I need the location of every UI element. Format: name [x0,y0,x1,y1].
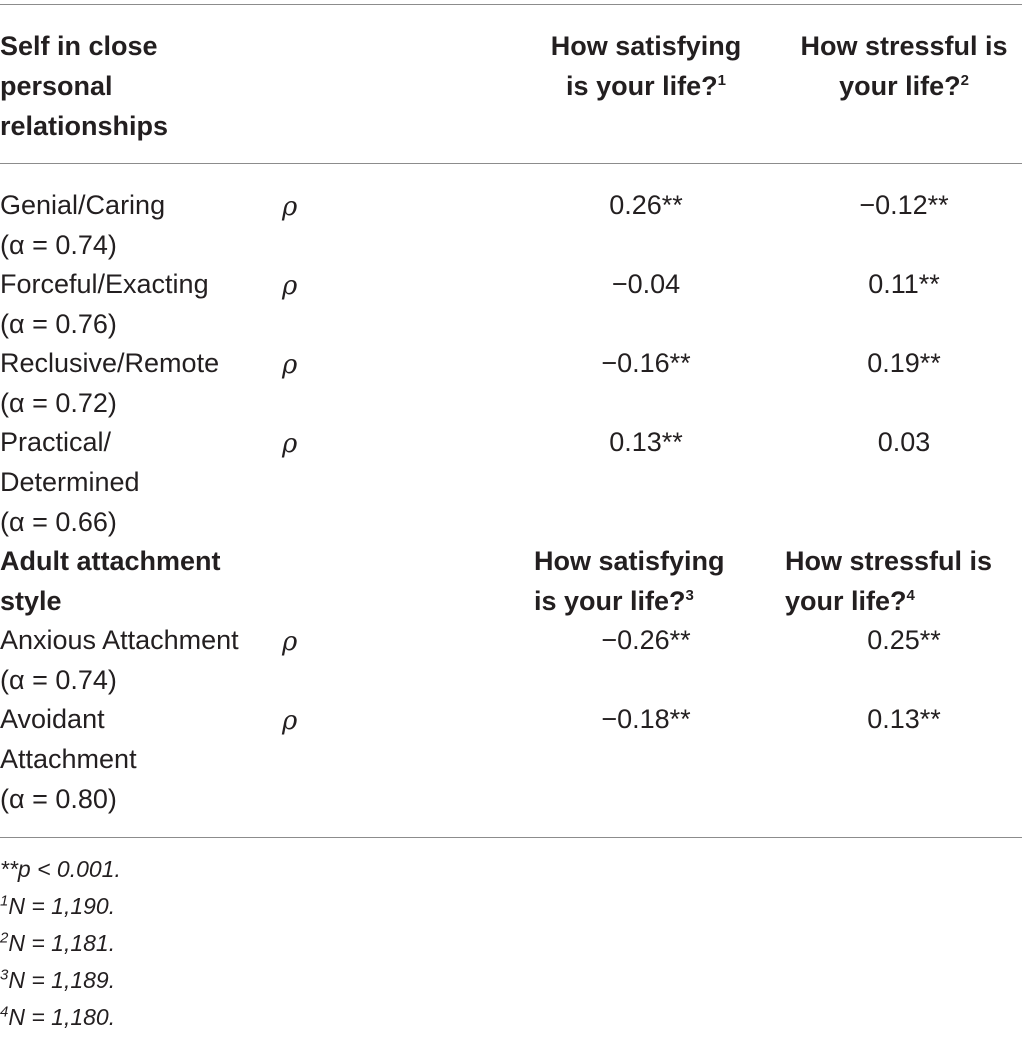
section1-label-line1: Self in close [0,31,158,61]
footnote-4: $^4$N = 1,180. [0,1003,116,1030]
row-practical-determined-alpha: (α = 0.66) [0,507,117,537]
row-avoidant-attachment-name-line1: Avoidant [0,704,105,734]
footnote-3: $^3$N = 1,189. [0,966,116,993]
header-rule [0,163,1022,164]
row-avoidant-attachment-satisfying: −0.18** [601,704,691,734]
section2-label-line2: style [0,586,62,616]
row-genial-caring-name: Genial/Caring [0,190,166,220]
row-practical-determined-stat: ρ [282,429,298,459]
row-reclusive-remote-satisfying: −0.16** [601,348,691,378]
top-rule [0,4,1022,5]
footnote-significance: **p < 0.001. [0,856,121,882]
section2-col2-header-line1: How stressful is [785,546,993,576]
row-avoidant-attachment-name-line2: Attachment [0,744,137,774]
row-avoidant-attachment-alpha: (α = 0.80) [0,784,117,814]
section1-col2-header-line2: your life?$^2$ [839,71,969,101]
row-reclusive-remote-stressful: 0.19** [867,348,941,378]
section1-col1-header-line2: is your life?$^1$ [566,71,726,101]
section1-col2-footnote-marker: 2 [960,72,969,89]
row-forceful-exacting-satisfying: −0.04 [611,269,681,299]
section2-col1-footnote-marker: 3 [685,587,694,604]
section1-col1-header-line1: How satisfying [550,31,742,61]
section1-col1-footnote-marker: 1 [717,72,726,89]
row-practical-determined-satisfying: 0.13** [609,427,683,457]
row-genial-caring-alpha: (α = 0.74) [0,230,117,260]
row-forceful-exacting-alpha: (α = 0.76) [0,309,117,339]
row-reclusive-remote-alpha: (α = 0.72) [0,388,117,418]
row-avoidant-attachment-stat: ρ [282,706,298,736]
row-practical-determined-stressful: 0.03 [877,427,931,457]
section2-col1-header-line1: How satisfying [534,546,725,576]
section2-col1-header-line2: is your life?$^3$ [534,586,694,616]
row-anxious-attachment-stat: ρ [282,627,298,657]
section2-label-line1: Adult attachment [0,546,221,576]
section1-label-line3: relationships [0,111,169,141]
row-avoidant-attachment-stressful: 0.13** [867,704,941,734]
row-reclusive-remote-stat: ρ [282,350,298,380]
row-anxious-attachment-satisfying: −0.26** [601,625,691,655]
footnote-2: $^2$N = 1,181. [0,929,116,956]
row-forceful-exacting-stat: ρ [282,271,298,301]
section1-label-line2: personal [0,71,113,101]
row-reclusive-remote-name: Reclusive/Remote [0,348,220,378]
row-genial-caring-stressful: −0.12** [859,190,949,220]
bottom-rule [0,837,1022,838]
section2-col2-header-line2: your life?$^4$ [785,586,915,616]
row-forceful-exacting-name: Forceful/Exacting [0,269,209,299]
row-genial-caring-satisfying: 0.26** [609,190,683,220]
section2-col2-footnote-marker: 4 [906,587,915,604]
section1-col2-header-line1: How stressful is [800,31,1008,61]
row-anxious-attachment-name: Anxious Attachment [0,625,239,655]
row-anxious-attachment-stressful: 0.25** [867,625,941,655]
row-anxious-attachment-alpha: (α = 0.74) [0,665,117,695]
row-practical-determined-name-line1: Practical/ [0,427,112,457]
row-practical-determined-name-line2: Determined [0,467,140,497]
row-forceful-exacting-stressful: 0.11** [868,269,940,299]
row-genial-caring-stat: ρ [282,192,298,222]
footnote-1: $^1$N = 1,190. [0,892,116,919]
